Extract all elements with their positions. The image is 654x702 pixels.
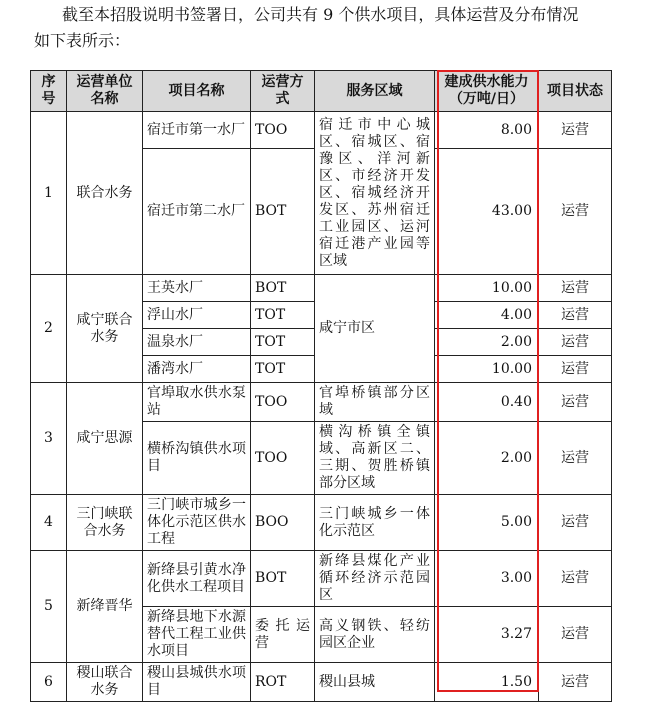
cell-area: 新绛县煤化产业循环经济示范园区: [315, 551, 435, 607]
table-header-row: [31, 71, 612, 112]
cell-project: 新绛县引黄水净化供水工程项目: [143, 551, 251, 607]
cell-mode: TOT: [251, 329, 315, 356]
cell-capacity: 8.00: [435, 112, 539, 149]
col-header-project: 项目名称: [143, 71, 251, 112]
cell-mode: BOT: [251, 275, 315, 302]
cell-area: 横沟桥镇全镇域、高新区二、三期、贺胜桥镇部分区域: [315, 422, 435, 495]
cell-no: 1: [31, 112, 67, 275]
cell-area: 宿迁市中心城区、宿城区、宿豫区、洋河新区、市经济开发区、宿城经济开发区、苏州宿迁工业园区、运河宿迁港产业园等区域: [315, 112, 435, 275]
cell-unit: 联合水务: [67, 112, 143, 275]
cell-status: 运营: [539, 495, 612, 551]
cell-status: 运营: [539, 422, 612, 495]
cell-no: 5: [31, 551, 67, 663]
col-header-capacity: 建成供水能力（万吨/日）: [435, 71, 539, 112]
cell-status: 运营: [539, 383, 612, 422]
cell-area: 三门峡城乡一体化示范区: [315, 495, 435, 551]
cell-project: 潘湾水厂: [143, 356, 251, 383]
col-header-mode: 运营方式: [251, 71, 315, 112]
cell-project: 新绛县地下水源替代工程工业供水项目: [143, 607, 251, 663]
cell-capacity: 4.00: [435, 302, 539, 329]
cell-no: 2: [31, 275, 67, 383]
intro-line-2: 如下表所示：: [34, 31, 131, 50]
cell-mode: TOT: [251, 302, 315, 329]
cell-mode: BOT: [251, 149, 315, 275]
cell-unit: 稷山联合水务: [67, 663, 143, 702]
cell-status: 运营: [539, 112, 612, 149]
cell-area: 稷山县城: [315, 663, 435, 702]
cell-mode: TOT: [251, 356, 315, 383]
intro-paragraph: [34, 2, 634, 54]
table-row: [31, 663, 612, 702]
cell-mode: BOT: [251, 551, 315, 607]
cell-capacity: 43.00: [435, 149, 539, 275]
cell-capacity: 0.40: [435, 383, 539, 422]
cell-project: 宿迁市第二水厂: [143, 149, 251, 275]
cell-capacity: 3.27: [435, 607, 539, 663]
intro-line-1: 截至本招股说明书签署日，公司共有 9 个供水项目，具体运营及分布情况: [62, 5, 579, 24]
water-projects-table: [30, 70, 612, 702]
table-row: [31, 383, 612, 422]
cell-area: 官埠桥镇部分区域: [315, 383, 435, 422]
cell-area: 咸宁市区: [315, 275, 435, 383]
cell-status: 运营: [539, 551, 612, 607]
cell-project: 稷山县城供水项目: [143, 663, 251, 702]
cell-no: 6: [31, 663, 67, 702]
cell-capacity: 5.00: [435, 495, 539, 551]
cell-capacity: 1.50: [435, 663, 539, 702]
cell-status: 运营: [539, 149, 612, 275]
col-header-area: 服务区域: [315, 71, 435, 112]
cell-no: 4: [31, 495, 67, 551]
cell-project: 王英水厂: [143, 275, 251, 302]
cell-unit: 三门峡联合水务: [67, 495, 143, 551]
cell-unit: 新绛晋华: [67, 551, 143, 663]
cell-mode: 委托运营: [251, 607, 315, 663]
cell-capacity: 10.00: [435, 356, 539, 383]
table-row: [31, 112, 612, 149]
cell-status: 运营: [539, 302, 612, 329]
cell-status: 运营: [539, 329, 612, 356]
cell-capacity: 2.00: [435, 422, 539, 495]
col-header-status: 项目状态: [539, 71, 612, 112]
cell-capacity: 3.00: [435, 551, 539, 607]
cell-project: 浮山水厂: [143, 302, 251, 329]
cell-capacity: 2.00: [435, 329, 539, 356]
cell-mode: TOO: [251, 383, 315, 422]
cell-capacity: 10.00: [435, 275, 539, 302]
cell-status: 运营: [539, 663, 612, 702]
col-header-no: 序号: [31, 71, 67, 112]
cell-area: 高义钢铁、轻纺园区企业: [315, 607, 435, 663]
table-row: [31, 551, 612, 607]
table-row: [31, 495, 612, 551]
cell-project: 宿迁市第一水厂: [143, 112, 251, 149]
cell-project: 温泉水厂: [143, 329, 251, 356]
cell-project: 官埠取水供水泵站: [143, 383, 251, 422]
cell-status: 运营: [539, 607, 612, 663]
cell-status: 运营: [539, 275, 612, 302]
cell-project: 横桥沟镇供水项目: [143, 422, 251, 495]
cell-project: 三门峡市城乡一体化示范区供水工程: [143, 495, 251, 551]
cell-unit: 咸宁联合水务: [67, 275, 143, 383]
col-header-unit: 运营单位名称: [67, 71, 143, 112]
cell-mode: TOO: [251, 112, 315, 149]
cell-status: 运营: [539, 356, 612, 383]
cell-mode: TOO: [251, 422, 315, 495]
cell-mode: BOO: [251, 495, 315, 551]
cell-no: 3: [31, 383, 67, 495]
table-row: [31, 275, 612, 302]
cell-unit: 咸宁思源: [67, 383, 143, 495]
cell-mode: ROT: [251, 663, 315, 702]
